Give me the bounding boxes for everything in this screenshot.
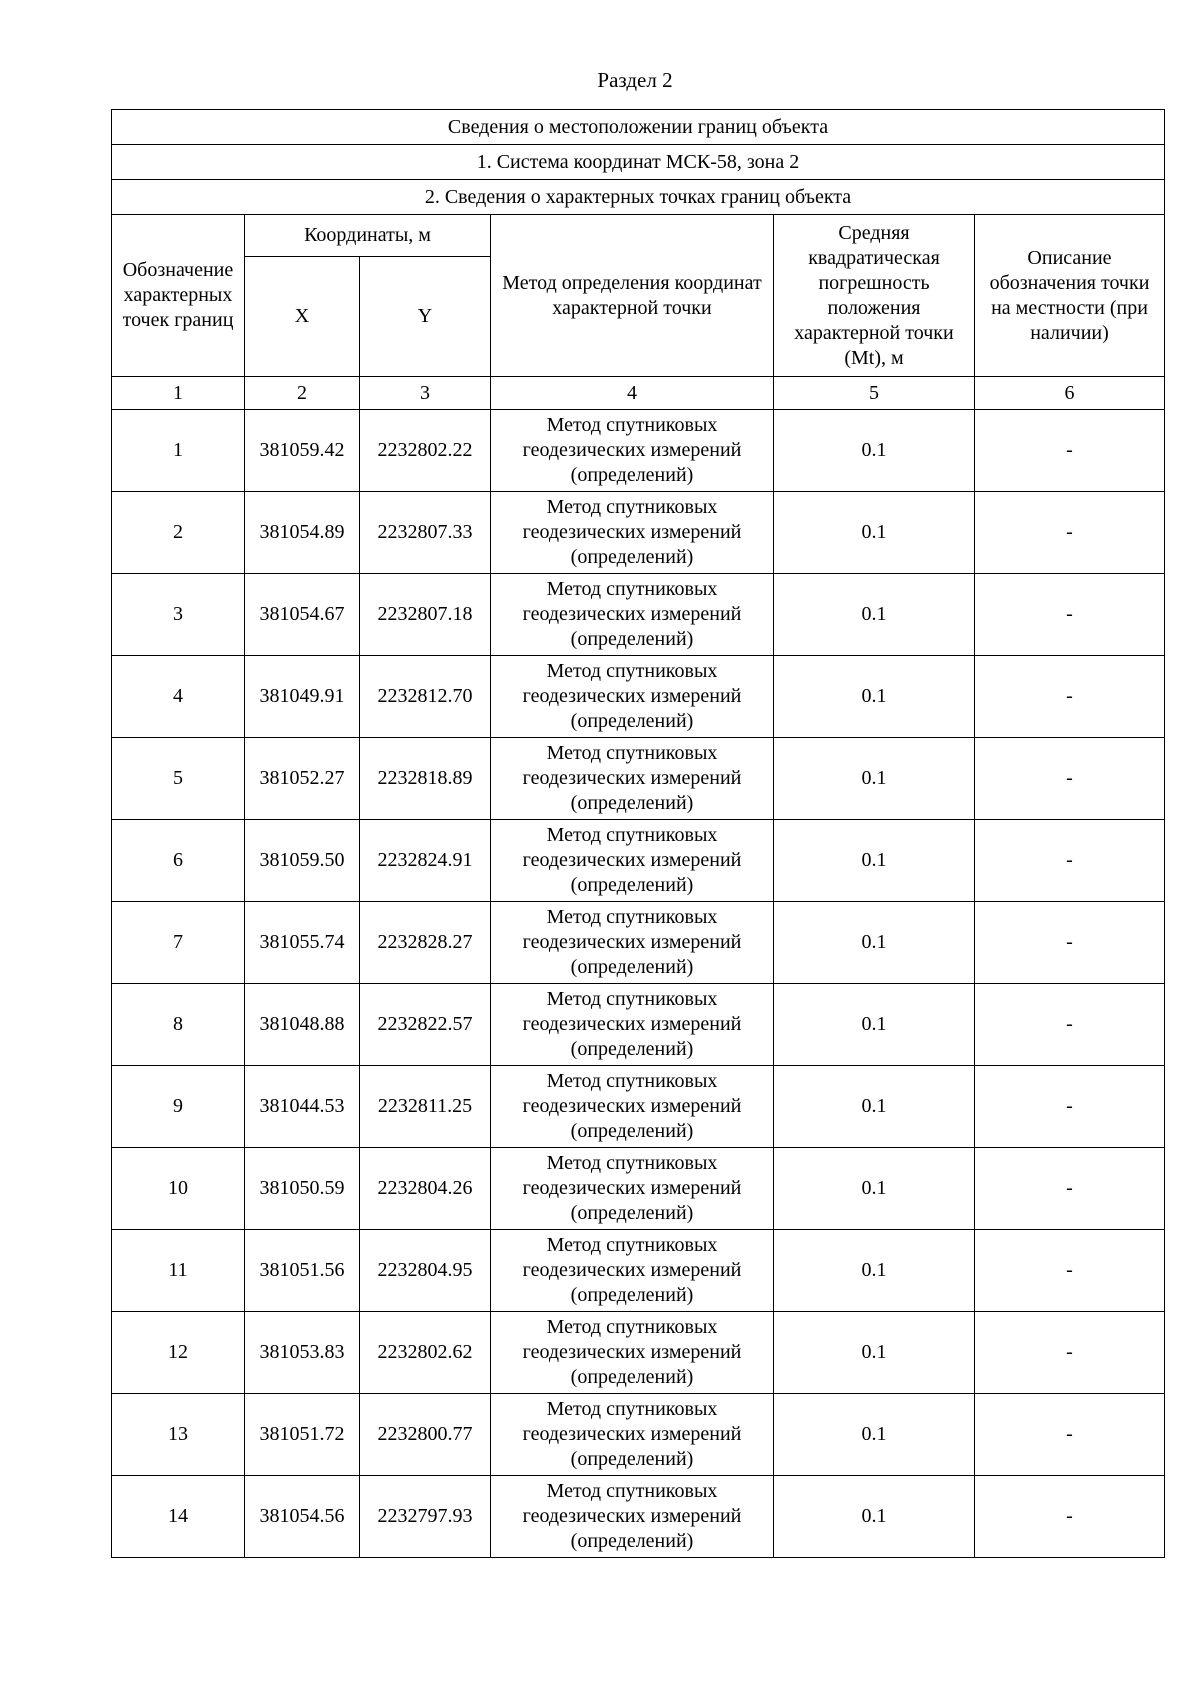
method: Метод спутниковых геодезических измерений (определений) <box>491 902 774 984</box>
header-y: Y <box>360 257 491 377</box>
point-number: 12 <box>112 1312 245 1394</box>
method: Метод спутниковых геодезических измерений (определений) <box>491 1066 774 1148</box>
method: Метод спутниковых геодезических измерений (определений) <box>491 738 774 820</box>
point-description: - <box>975 492 1165 574</box>
point-number: 6 <box>112 820 245 902</box>
coord-y: 2232828.27 <box>360 902 491 984</box>
coord-x: 381051.56 <box>245 1230 360 1312</box>
method: Метод спутниковых геодезических измерений (определений) <box>491 1394 774 1476</box>
table-title-row <box>112 110 1165 145</box>
coord-y: 2232800.77 <box>360 1394 491 1476</box>
point-number: 8 <box>112 984 245 1066</box>
table-row <box>112 410 1165 492</box>
column-number: 1 <box>112 377 245 410</box>
method: Метод спутниковых геодезических измерений (определений) <box>491 820 774 902</box>
point-number: 11 <box>112 1230 245 1312</box>
point-description: - <box>975 820 1165 902</box>
table-row <box>112 902 1165 984</box>
coord-y: 2232812.70 <box>360 656 491 738</box>
accuracy-mt: 0.1 <box>774 1394 975 1476</box>
point-description: - <box>975 984 1165 1066</box>
table-row <box>112 738 1165 820</box>
table-row <box>112 656 1165 738</box>
point-description: - <box>975 1230 1165 1312</box>
point-description: - <box>975 574 1165 656</box>
point-description: - <box>975 902 1165 984</box>
table-row <box>112 820 1165 902</box>
accuracy-mt: 0.1 <box>774 1148 975 1230</box>
coord-x: 381044.53 <box>245 1066 360 1148</box>
coord-y: 2232804.95 <box>360 1230 491 1312</box>
method: Метод спутниковых геодезических измерений (определений) <box>491 1230 774 1312</box>
table-row <box>112 492 1165 574</box>
point-number: 5 <box>112 738 245 820</box>
table-row <box>112 1148 1165 1230</box>
point-description: - <box>975 656 1165 738</box>
method: Метод спутниковых геодезических измерений (определений) <box>491 656 774 738</box>
point-number: 9 <box>112 1066 245 1148</box>
table-row <box>112 1230 1165 1312</box>
table-row <box>112 1312 1165 1394</box>
coord-y: 2232797.93 <box>360 1476 491 1558</box>
method: Метод спутниковых геодезических измерений (определений) <box>491 492 774 574</box>
coord-y: 2232804.26 <box>360 1148 491 1230</box>
accuracy-mt: 0.1 <box>774 902 975 984</box>
accuracy-mt: 0.1 <box>774 820 975 902</box>
coord-y: 2232824.91 <box>360 820 491 902</box>
point-number: 1 <box>112 410 245 492</box>
header-row-1 <box>112 215 1165 257</box>
header-method: Метод определения координат характерной точки <box>491 215 774 377</box>
point-description: - <box>975 1148 1165 1230</box>
table-row <box>112 984 1165 1066</box>
coord-y: 2232802.22 <box>360 410 491 492</box>
coord-x: 381051.72 <box>245 1394 360 1476</box>
point-number: 3 <box>112 574 245 656</box>
accuracy-mt: 0.1 <box>774 410 975 492</box>
section-title: Раздел 2 <box>597 68 673 92</box>
coord-x: 381052.27 <box>245 738 360 820</box>
coord-x: 381055.74 <box>245 902 360 984</box>
coord-x: 381048.88 <box>245 984 360 1066</box>
accuracy-mt: 0.1 <box>774 1230 975 1312</box>
coord-x: 381059.50 <box>245 820 360 902</box>
table-row <box>112 1394 1165 1476</box>
header-coordinates: Координаты, м <box>245 215 491 257</box>
accuracy-mt: 0.1 <box>774 656 975 738</box>
point-number: 7 <box>112 902 245 984</box>
method: Метод спутниковых геодезических измерений (определений) <box>491 1476 774 1558</box>
point-number: 2 <box>112 492 245 574</box>
point-description: - <box>975 1394 1165 1476</box>
accuracy-mt: 0.1 <box>774 984 975 1066</box>
method: Метод спутниковых геодезических измерений (определений) <box>491 410 774 492</box>
coord-system-row <box>112 145 1165 180</box>
point-number: 13 <box>112 1394 245 1476</box>
column-number: 2 <box>245 377 360 410</box>
coord-y: 2232822.57 <box>360 984 491 1066</box>
points-title-row <box>112 180 1165 215</box>
column-number: 6 <box>975 377 1165 410</box>
column-number: 4 <box>491 377 774 410</box>
method: Метод спутниковых геодезических измерений (определений) <box>491 984 774 1066</box>
header-description: Описание обозначения точки на местности (при наличии) <box>975 215 1165 377</box>
point-description: - <box>975 1066 1165 1148</box>
accuracy-mt: 0.1 <box>774 574 975 656</box>
point-description: - <box>975 410 1165 492</box>
point-description: - <box>975 738 1165 820</box>
coord-y: 2232802.62 <box>360 1312 491 1394</box>
column-number: 3 <box>360 377 491 410</box>
coord-x: 381054.56 <box>245 1476 360 1558</box>
table-row <box>112 574 1165 656</box>
coord-x: 381059.42 <box>245 410 360 492</box>
header-x: X <box>245 257 360 377</box>
boundary-points-table <box>111 109 1165 1558</box>
coord-x: 381054.67 <box>245 574 360 656</box>
coord-x: 381054.89 <box>245 492 360 574</box>
accuracy-mt: 0.1 <box>774 1476 975 1558</box>
accuracy-mt: 0.1 <box>774 492 975 574</box>
points-title: 2. Сведения о характерных точках границ объекта <box>112 180 1165 215</box>
point-description: - <box>975 1476 1165 1558</box>
point-number: 4 <box>112 656 245 738</box>
coord-x: 381050.59 <box>245 1148 360 1230</box>
coord-x: 381049.91 <box>245 656 360 738</box>
header-accuracy: Средняя квадратическая погрешность положения характерной точки (Mt), м <box>774 215 975 377</box>
method: Метод спутниковых геодезических измерений (определений) <box>491 1312 774 1394</box>
coord-y: 2232807.33 <box>360 492 491 574</box>
accuracy-mt: 0.1 <box>774 738 975 820</box>
accuracy-mt: 0.1 <box>774 1066 975 1148</box>
header-point-label: Обозначение характерных точек границ <box>112 215 245 377</box>
coord-y: 2232807.18 <box>360 574 491 656</box>
method: Метод спутниковых геодезических измерений (определений) <box>491 574 774 656</box>
table-title: Сведения о местоположении границ объекта <box>112 110 1165 145</box>
coord-system: 1. Система координат МСК-58, зона 2 <box>112 145 1165 180</box>
table-row <box>112 1476 1165 1558</box>
point-description: - <box>975 1312 1165 1394</box>
column-numbers-row <box>112 377 1165 410</box>
point-number: 14 <box>112 1476 245 1558</box>
column-number: 5 <box>774 377 975 410</box>
method: Метод спутниковых геодезических измерений (определений) <box>491 1148 774 1230</box>
accuracy-mt: 0.1 <box>774 1312 975 1394</box>
coord-x: 381053.83 <box>245 1312 360 1394</box>
point-number: 10 <box>112 1148 245 1230</box>
coord-y: 2232811.25 <box>360 1066 491 1148</box>
table-row <box>112 1066 1165 1148</box>
coord-y: 2232818.89 <box>360 738 491 820</box>
